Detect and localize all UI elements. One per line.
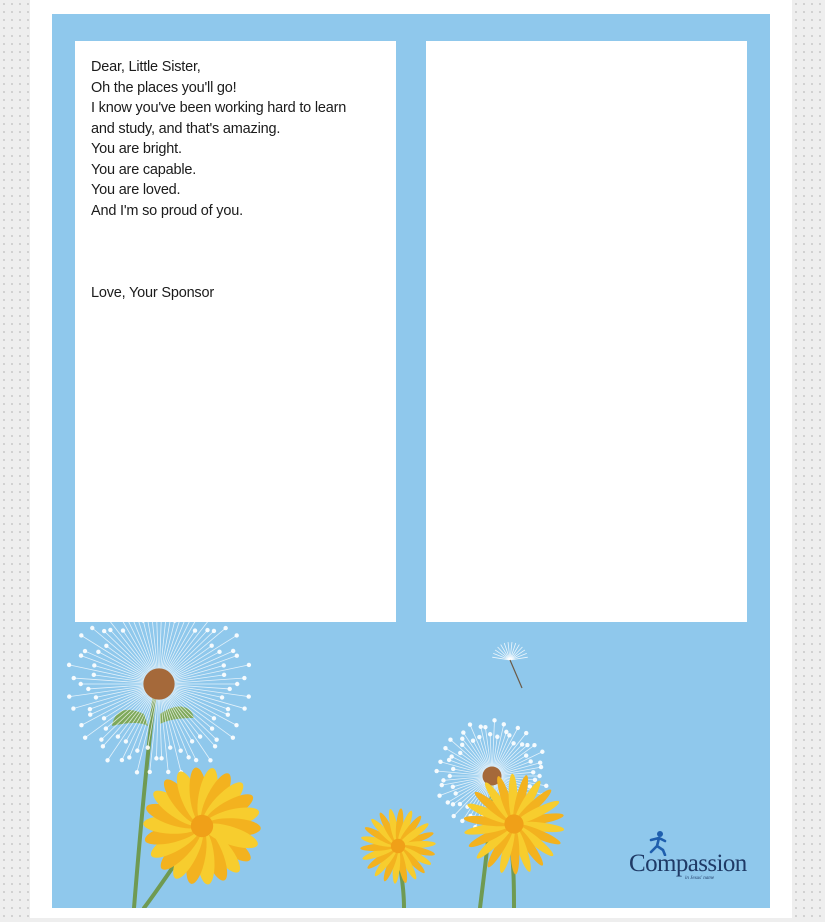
- letter-panel-left: [75, 41, 396, 622]
- letter-line: I know you've been working hard to learn: [91, 100, 347, 116]
- letter-closing: Love, Your Sponsor: [91, 285, 214, 301]
- dandelion-flower: [120, 743, 285, 908]
- letter-card: [52, 14, 770, 908]
- letter-line: And I'm so proud of you.: [91, 202, 243, 219]
- floating-seed: [492, 642, 528, 688]
- compassion-logo: [625, 830, 765, 890]
- letter-line: You are bright.: [91, 141, 182, 157]
- dandelion-flower: [350, 797, 447, 894]
- letter-line: You are loved.: [91, 182, 181, 198]
- brand-tagline: in Jesus' name: [685, 876, 715, 881]
- letter-line: and study, and that's amazing.: [91, 120, 281, 137]
- stationery-page: [30, 0, 792, 918]
- letter-line: Oh the places you'll go!: [91, 79, 237, 96]
- letter-panel-right: [426, 41, 747, 622]
- brand-name: Compassion: [629, 850, 747, 877]
- letter-text: [91, 57, 383, 304]
- letter-greeting: Dear, Little Sister,: [91, 59, 201, 75]
- letter-line: You are capable.: [91, 161, 197, 178]
